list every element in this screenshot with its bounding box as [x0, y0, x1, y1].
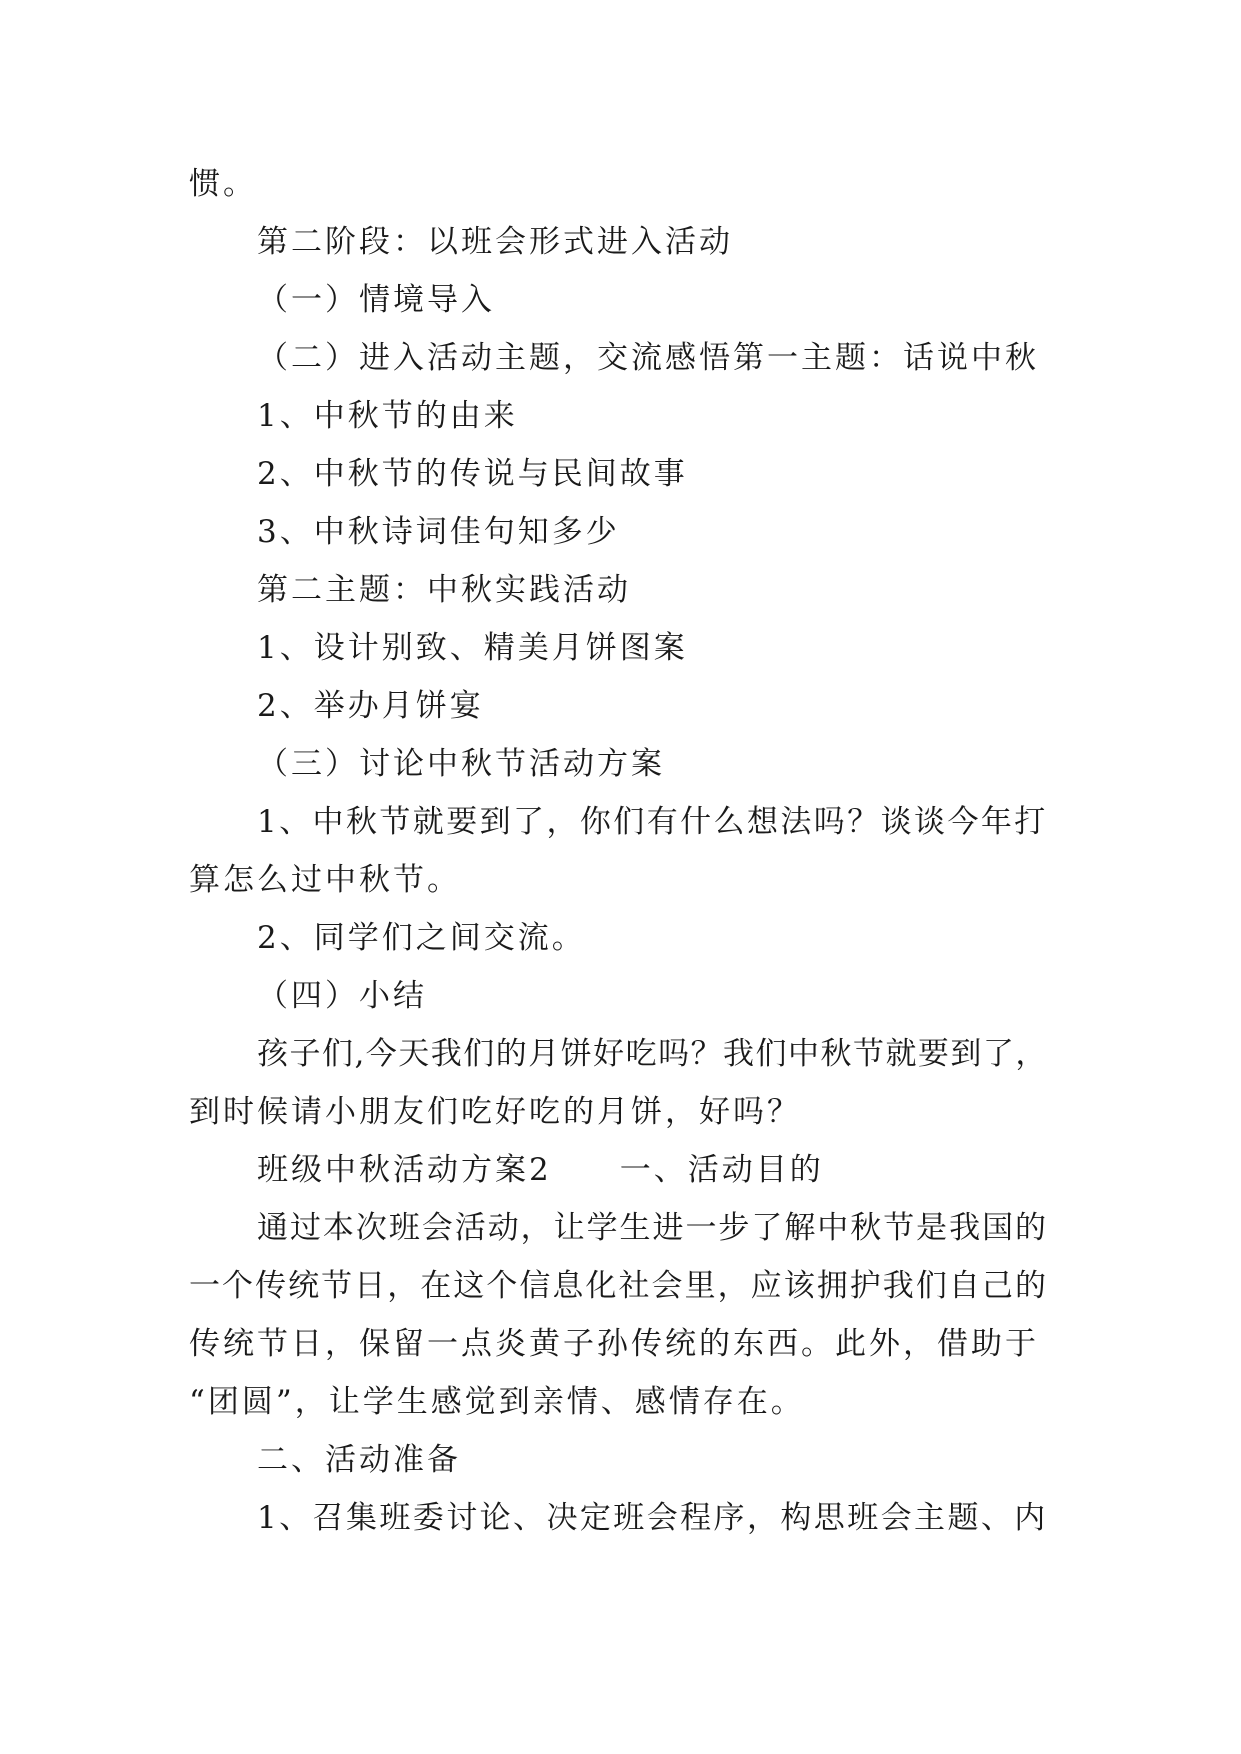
text-line: 二、活动准备 [257, 1442, 461, 1478]
text-line: 1、中秋节的由来 [257, 398, 518, 434]
text-line: 2、举办月饼宴 [257, 688, 484, 724]
text-line: 一个传统节日，在这个信息化社会里，应该拥护我们自己的 [189, 1268, 1048, 1304]
text-line: （四）小结 [257, 978, 427, 1014]
text-line: （三）讨论中秋节活动方案 [257, 746, 665, 782]
text-line: 算怎么过中秋节。 [189, 862, 461, 898]
text-line: 1、召集班委讨论、决定班会程序，构思班会主题、内 [257, 1500, 1048, 1536]
text-line: 1、中秋节就要到了，你们有什么想法吗？谈谈今年打 [257, 804, 1048, 840]
text-line: 班级中秋活动方案2 一、活动目的 [257, 1152, 824, 1188]
text-line: “团圆”，让学生感觉到亲情、感情存在。 [189, 1384, 805, 1420]
text-line: 惯。 [189, 166, 257, 202]
text-line: 到时候请小朋友们吃好吃的月饼，好吗？ [189, 1094, 801, 1130]
text-line: 2、同学们之间交流。 [257, 920, 586, 956]
text-line: 传统节日，保留一点炎黄子孙传统的东西。此外，借助于 [189, 1326, 1039, 1362]
text-line: （二）进入活动主题，交流感悟第一主题：话说中秋 [257, 340, 1039, 376]
text-line: 2、中秋节的传说与民间故事 [257, 456, 688, 492]
text-line: 通过本次班会活动，让学生进一步了解中秋节是我国的 [257, 1210, 1048, 1246]
text-line: 孩子们,今天我们的月饼好吃吗？我们中秋节就要到了， [257, 1036, 1048, 1072]
text-line: 3、中秋诗词佳句知多少 [257, 514, 620, 550]
text-line: （一）情境导入 [257, 282, 495, 318]
text-line: 第二主题：中秋实践活动 [257, 572, 631, 608]
text-line: 第二阶段：以班会形式进入活动 [257, 224, 733, 260]
text-line: 1、设计别致、精美月饼图案 [257, 630, 688, 666]
